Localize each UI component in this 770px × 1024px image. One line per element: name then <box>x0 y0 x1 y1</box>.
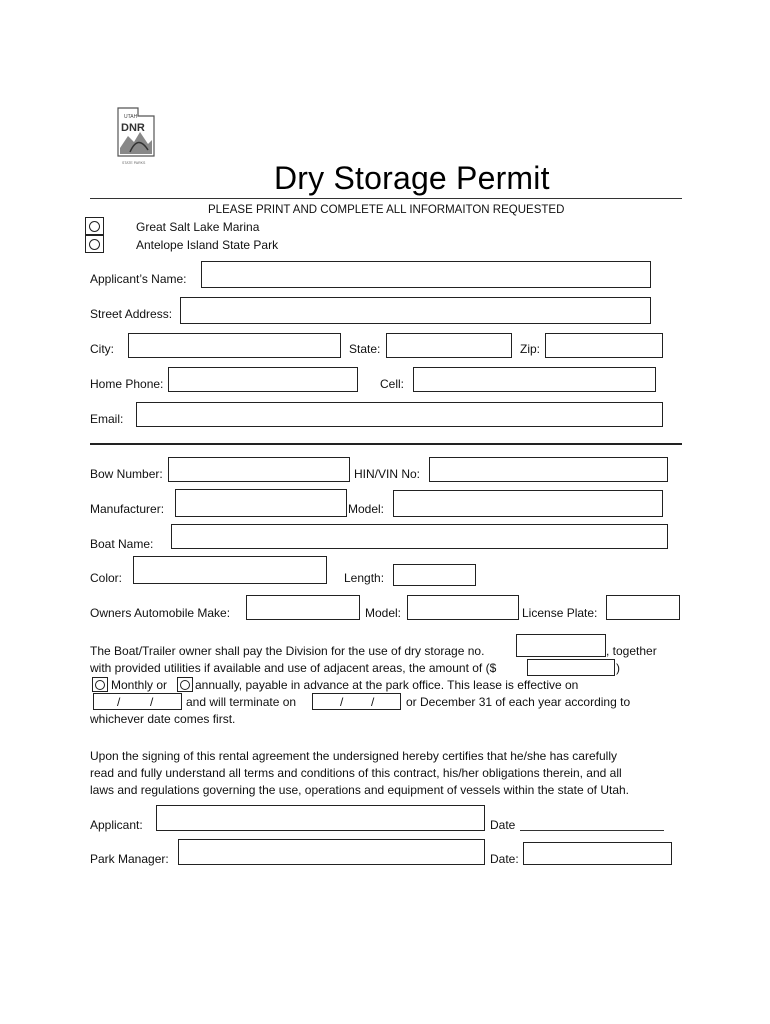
model-field[interactable] <box>393 490 663 517</box>
color-label: Color: <box>90 571 123 585</box>
owners-auto-make-label: Owners Automobile Make: <box>90 606 231 620</box>
auto-model-label: Model: <box>365 606 402 620</box>
applicant-name-field[interactable] <box>201 261 651 288</box>
length-label: Length: <box>344 571 385 585</box>
annually-option[interactable] <box>177 677 193 692</box>
amount-field[interactable] <box>527 659 615 676</box>
hin-vin-field[interactable] <box>429 457 668 482</box>
terms-line-4b: or December 31 of each year according to <box>406 695 631 709</box>
bow-number-field[interactable] <box>168 457 350 482</box>
terms-line-5: whichever date comes first. <box>90 712 236 726</box>
length-field[interactable] <box>393 564 476 586</box>
logo-agency-text: DNR <box>121 122 145 134</box>
terms-line-2b: ) <box>616 661 620 675</box>
terms-line-1a: The Boat/Trailer owner shall pay the Division for the use of dry storage no. <box>90 644 485 658</box>
location-option-antelope-island[interactable] <box>85 235 104 253</box>
state-label: State: <box>349 342 381 356</box>
effective-date-separator: / <box>117 695 121 709</box>
boat-name-label: Boat Name: <box>90 537 154 551</box>
email-label: Email: <box>90 412 124 426</box>
model-label: Model: <box>348 502 385 516</box>
applicant-date-label: Date <box>490 818 516 832</box>
termination-date-separator: / <box>340 695 344 709</box>
park-manager-date-field[interactable] <box>523 842 672 865</box>
owners-auto-make-field[interactable] <box>246 595 360 620</box>
agreement-line-1: Upon the signing of this rental agreement the undersigned hereby certifies that he/she has carefully <box>90 749 617 763</box>
page-title: Dry Storage Permit <box>274 160 550 196</box>
radio-icon <box>89 239 100 250</box>
hin-vin-label: HIN/VIN No: <box>354 467 421 481</box>
zip-field[interactable] <box>545 333 663 358</box>
city-label: City: <box>90 342 114 356</box>
monthly-label: Monthly or <box>111 678 168 692</box>
manufacturer-field[interactable] <box>175 489 347 517</box>
terms-line-4a: and will terminate on <box>186 695 297 709</box>
storage-number-field[interactable] <box>516 634 606 657</box>
park-manager-date-label: Date: <box>490 852 519 866</box>
terms-line-3b: annually, payable in advance at the park office. This lease is effective on <box>195 678 579 692</box>
zip-label: Zip: <box>520 342 541 356</box>
applicant-date-field[interactable] <box>520 830 664 831</box>
park-manager-signature-label: Park Manager: <box>90 852 169 866</box>
terms-line-2a: with provided utilities if available and use of adjacent areas, the amount of ($ <box>90 661 497 675</box>
radio-icon <box>180 680 190 690</box>
terms-line-1b: , together <box>606 644 657 658</box>
instructions-text: PLEASE PRINT AND COMPLETE ALL INFORMAITON REQUESTED <box>208 204 565 216</box>
street-address-field[interactable] <box>180 297 651 324</box>
applicant-signature-field[interactable] <box>156 805 485 831</box>
radio-icon <box>95 680 105 690</box>
location-label-antelope-island: Antelope Island State Park <box>136 238 279 252</box>
termination-date-separator: / <box>371 695 375 709</box>
cell-field[interactable] <box>413 367 656 392</box>
logo-division-text: STATE PARKS <box>122 161 146 165</box>
license-plate-label: License Plate: <box>522 606 598 620</box>
logo-state-text: UTAH <box>124 114 138 120</box>
email-field[interactable] <box>136 402 663 427</box>
color-field[interactable] <box>133 556 327 584</box>
agreement-line-2: read and fully understand all terms and conditions of this contract, his/her obligations therein, and all <box>90 766 622 780</box>
termination-date-field[interactable] <box>312 693 401 710</box>
state-field[interactable] <box>386 333 512 358</box>
bow-number-label: Bow Number: <box>90 467 163 481</box>
park-manager-signature-field[interactable] <box>178 839 485 865</box>
home-phone-label: Home Phone: <box>90 377 164 391</box>
section-divider <box>90 443 682 445</box>
location-label-great-salt-lake: Great Salt Lake Marina <box>136 220 260 234</box>
location-option-great-salt-lake[interactable] <box>85 217 104 235</box>
title-divider <box>90 198 682 199</box>
applicant-signature-label: Applicant: <box>90 818 143 832</box>
radio-icon <box>89 221 100 232</box>
manufacturer-label: Manufacturer: <box>90 502 165 516</box>
cell-label: Cell: <box>380 377 405 391</box>
utah-dnr-logo <box>108 104 164 166</box>
home-phone-field[interactable] <box>168 367 358 392</box>
street-address-label: Street Address: <box>90 307 173 321</box>
license-plate-field[interactable] <box>606 595 680 620</box>
effective-date-field[interactable] <box>93 693 182 710</box>
applicant-name-label: Applicant’s Name: <box>90 272 187 286</box>
city-field[interactable] <box>128 333 341 358</box>
boat-name-field[interactable] <box>171 524 668 549</box>
monthly-option[interactable] <box>92 677 108 692</box>
agreement-line-3: laws and regulations governing the use, operations and equipment of vessels within the state of Utah. <box>90 783 629 797</box>
effective-date-separator: / <box>150 695 154 709</box>
auto-model-field[interactable] <box>407 595 519 620</box>
